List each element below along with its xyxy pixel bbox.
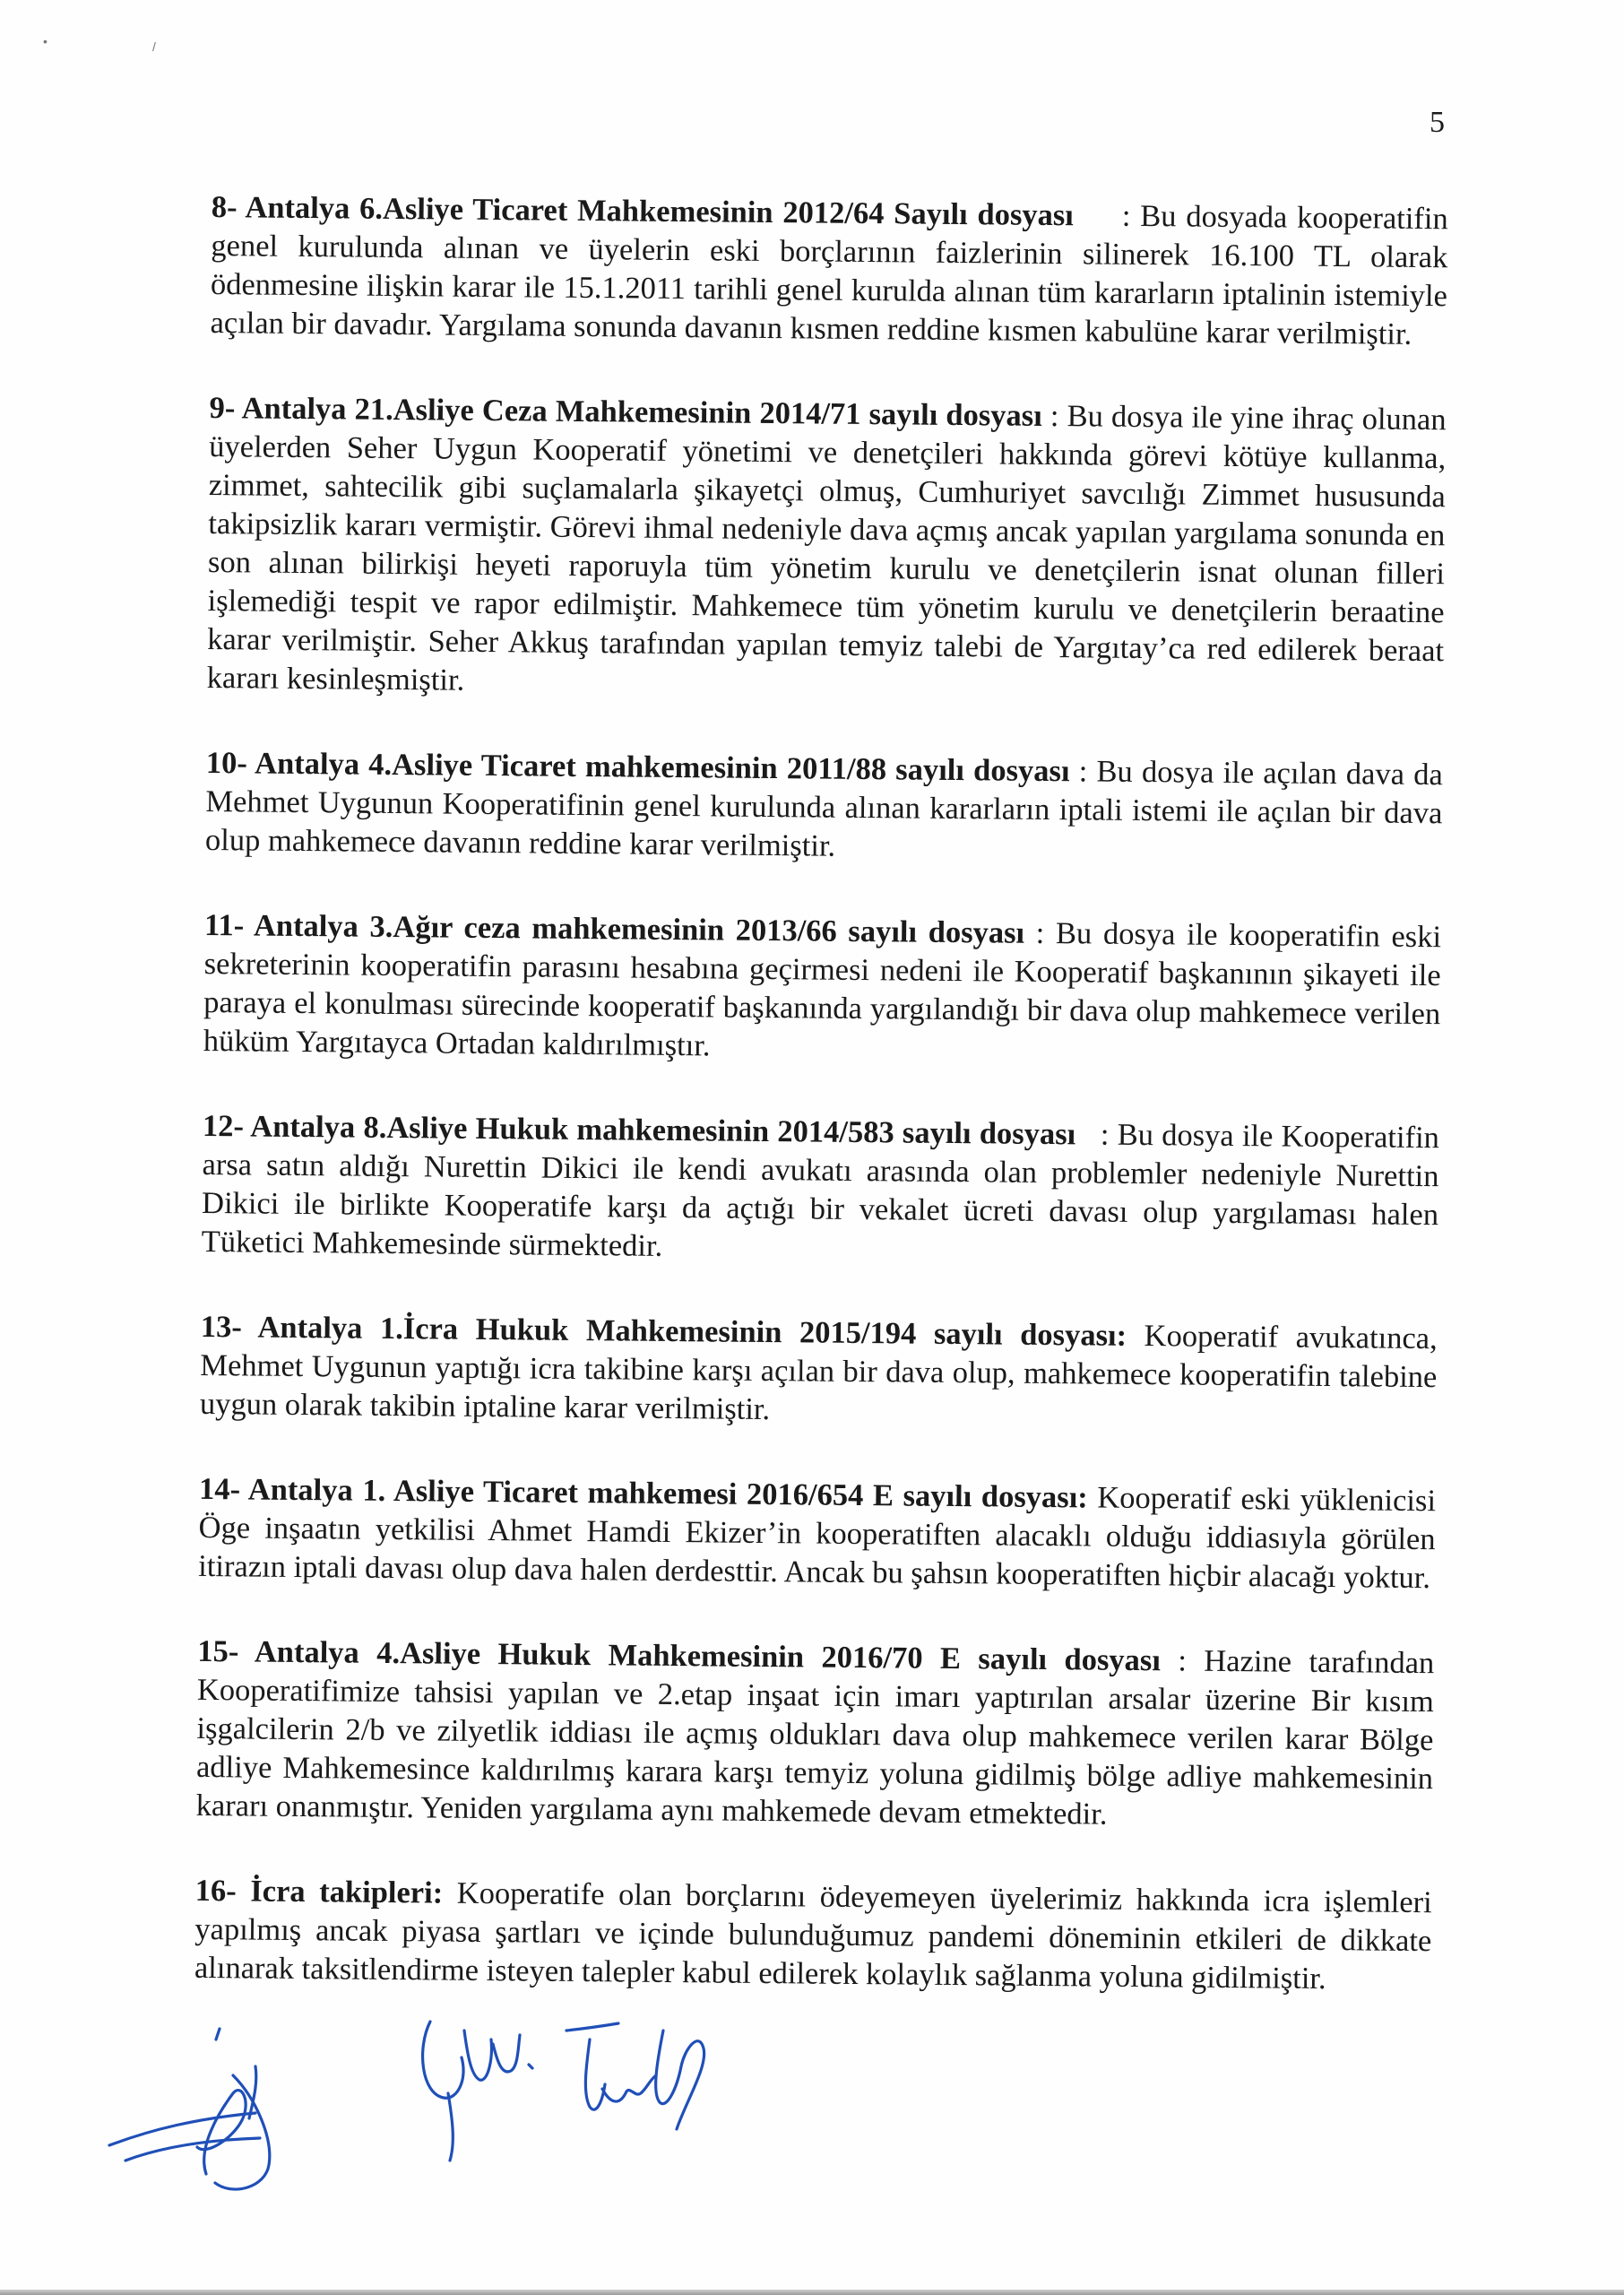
case-item-12 <box>202 1107 1440 1273</box>
case-text: : Hazine tarafından Kooperatifimize tahsisi yapılan ve 2.etap inşaat için imarı yaptırılan arsalar üzerine Bir kısım işgalcilerin 2/b ve zilyetlik iddiası ile açmış oldukları dava olup mahkemece verilen karar Bölge adliye Mahkemesince kaldırılmış karara karşı temyiz yoluna gidilmiş bölge adliye mahkemesinin kararı onanmıştır. Yeniden yargılama aynı mahkemede devam etmektedir. <box>195 1643 1435 1832</box>
scan-speck: • <box>43 34 48 48</box>
case-text: : Bu dosya ile açılan dava da Mehmet Uygunun Kooperatifinin genel kurulunda alınan kararların iptali istemi ile açılan bir dava olup mahkemece davanın reddine karar verilmiştir. <box>204 754 1443 863</box>
case-text: Kooperatif eski yüklenicisi Öge inşaatın yetkilisi Ahmet Hamdi Ekizer’in kooperatiften alacaklı olduğu iddiasıyla görülen itirazın iptali davası olup dava halen derdesttir. Ancak bu şahsın kooperatiften hiçbir alacağı yoktur. <box>198 1480 1437 1596</box>
case-heading: 10- Antalya 4.Asliye Ticaret mahkemesinin 2011/88 sayılı dosyası <box>205 745 1070 789</box>
case-heading: 11- Antalya 3.Ağır ceza mahkemesinin 2013/66 sayılı dosyası <box>203 907 1025 950</box>
case-heading: 14- Antalya 1. Asliye Ticaret mahkemesi 2016/654 E sayılı dosyası: <box>198 1471 1088 1515</box>
case-item-11 <box>203 906 1442 1072</box>
case-item-10 <box>205 744 1443 871</box>
case-text: : Bu dosya ile yine ihraç olunan üyelerden Seher Uygun Kooperatif yönetimi ve denetçileri hakkında görevi kötüye kullanma, zimmet, sahtecilik gibi suçlamalarla şikayetçi olmuş, Cumhuriyet savcılığı Zimmet hususunda takipsizlik kararı vermiştir. Görevi ihmal nedeniyle dava açmış ancak yapılan yargılama sonunda en son alınan bilirkişi heyeti raporuyla tüm yönetim kurulu ve denetçilerin isnat olunan filleri işlemediği tespit ve rapor edilmiştir. Mahkemece tüm yönetim kurulu ve denetçilerin beraatine karar verilmiştir. Seher Akkuş tarafından yapılan temyiz talebi de Yargıtay’ca red edilerek beraat kararı kesinleşmiştir. <box>206 398 1447 697</box>
case-heading: 9- Antalya 21.Asliye Ceza Mahkemesinin 2014/71 sayılı dosyası <box>209 390 1042 433</box>
case-text: : Bu dosya ile Kooperatifin arsa satın aldığı Nurettin Dikici ile kendi avukatı arasında olan problemler nedeniyle Nurettin Dikici ile birlikte Kooperatife karşı da açtığı bir vekalet ücreti davası olup yargılaması halen Tüketici Mahkemesinde sürmektedir. <box>201 1117 1440 1263</box>
case-item-16 <box>194 1872 1432 1999</box>
scan-speck: / <box>152 39 156 54</box>
case-text: : Bu dosya ile kooperatifin eski sekreterinin kooperatifin parasını hesabına geçirmesi nedeni ile Kooperatif başkanının şikayeti ile paraya el konulması sürecinde kooperatif başkanında yargılandığı bir dava olup mahkemece verilen hüküm Yargıtayca Ortadan kaldırılmıştır. <box>203 915 1442 1063</box>
document-body <box>194 188 1448 2046</box>
signature-left <box>99 2013 367 2219</box>
case-heading: 16- İcra takipleri: <box>194 1873 444 1910</box>
signature-right <box>367 1995 744 2174</box>
case-text: : Bu dosyada kooperatifin genel kurulunda alınan ve üyelerin eski borçlarının faizlerinin silinerek 16.100 TL olarak ödenmesine ilişkin karar ile 15.1.2011 tarihli genel kurulda alınan tüm kararların iptalinin istemiyle açılan bir davadır. Yargılama sonunda davanın kısmen reddine kısmen kabulüne karar verilmiştir. <box>210 198 1448 351</box>
case-item-15 <box>195 1632 1434 1837</box>
case-text: Kooperatif avukatınca, Mehmet Uygunun yaptığı icra takibine karşı açılan bir dava olup, mahkemece kooperatifin talebine uygun olarak takibin iptaline karar verilmiştir. <box>199 1319 1438 1427</box>
case-text: Kooperatife olan borçlarını ödeyemeyen üyelerimiz hakkında icra işlemleri yapılmış ancak piyasa şartları ve içinde bulunduğumuz pandemi döneminin etkileri de dikkate alınarak taksitlendirme isteyen talepler kabul edilerek kolaylık sağlanma yoluna gidilmiştir. <box>194 1875 1432 1996</box>
case-item-14 <box>198 1470 1436 1598</box>
scan-bottom-edge <box>0 2290 1624 2295</box>
case-heading: 12- Antalya 8.Asliye Hukuk mahkemesinin 2014/583 sayılı dosyası <box>202 1108 1076 1152</box>
case-item-13 <box>200 1308 1438 1435</box>
page-number: 5 <box>1430 106 1445 139</box>
case-heading: 8- Antalya 6.Asliye Ticaret Mahkemesinin 2012/64 Sayılı dosyası <box>211 189 1075 233</box>
case-heading: 13- Antalya 1.İcra Hukuk Mahkemesinin 2015/194 sayılı dosyası: <box>200 1309 1127 1353</box>
signature-area <box>99 2013 905 2219</box>
case-item-9 <box>207 389 1447 709</box>
case-item-8 <box>210 188 1448 354</box>
case-heading: 15- Antalya 4.Asliye Hukuk Mahkemesinin 2016/70 E sayılı dosyası <box>197 1633 1162 1678</box>
